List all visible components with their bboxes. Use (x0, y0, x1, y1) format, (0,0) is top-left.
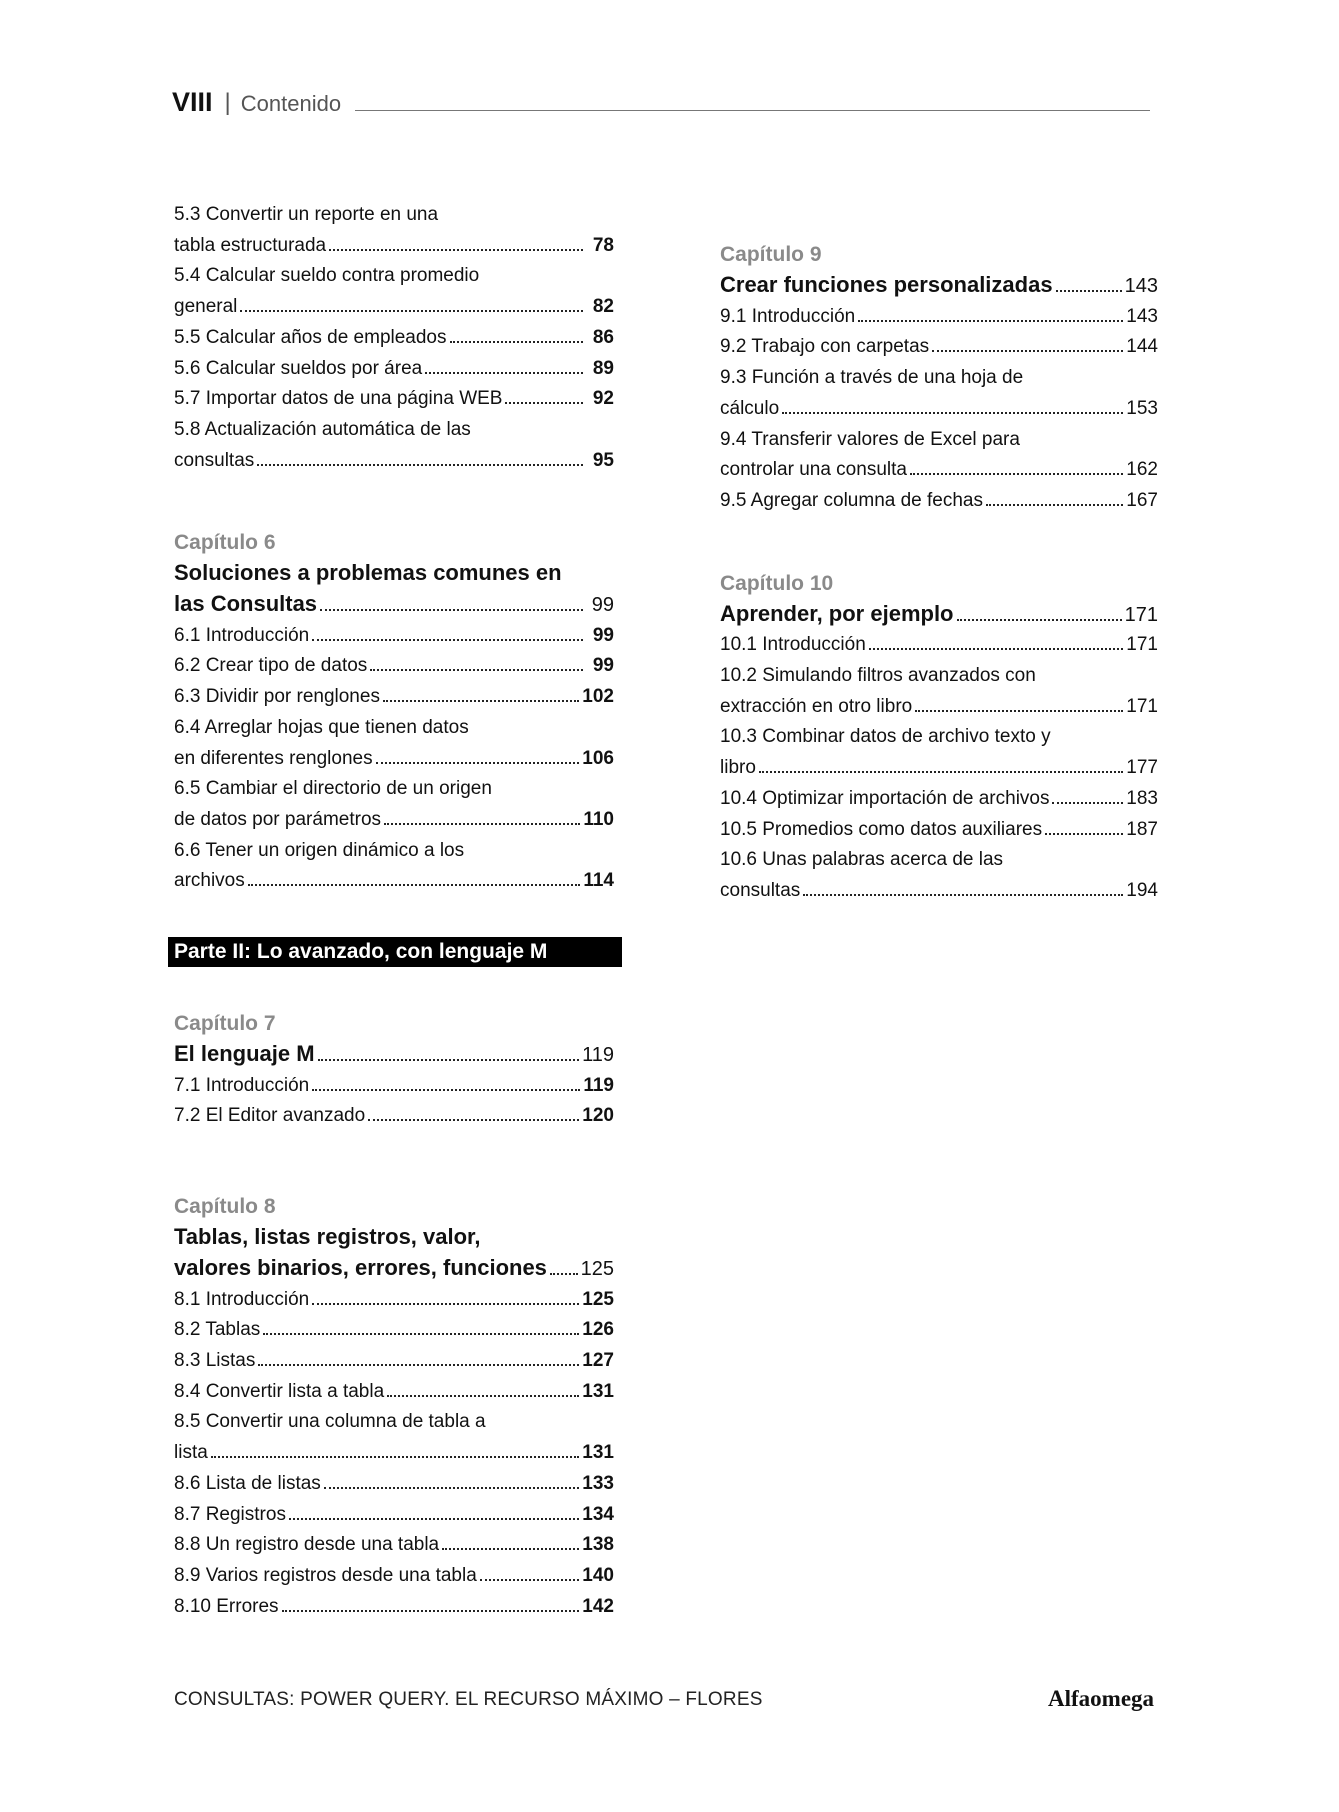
toc-entry-line1: 6.4 Arreglar hojas que tienen datos (174, 716, 469, 738)
chapter-label: Capítulo 10 (720, 571, 834, 595)
toc-entry[interactable]: lista 131 (174, 1442, 614, 1464)
part-banner: Parte II: Lo avanzado, con lenguaje M (168, 937, 622, 967)
chapter-label: Capítulo 7 (174, 1012, 276, 1036)
page-number-roman: VIII (172, 87, 213, 117)
toc-entry-line1: 10.3 Combinar datos de archivo texto y (720, 726, 1051, 748)
toc-entry[interactable]: 8.1 Introducción 125 (174, 1288, 614, 1310)
toc-entry[interactable]: 8.6 Lista de listas 133 (174, 1472, 614, 1494)
chapter-title[interactable]: Crear funciones personalizadas 143 (720, 272, 1158, 297)
toc-entry-line1: 5.3 Convertir un reporte en una (174, 204, 439, 225)
toc-entry[interactable]: general 82 (174, 296, 614, 318)
toc-entry[interactable]: libro 177 (720, 757, 1158, 779)
chapter-title[interactable]: las Consultas 99 (174, 591, 614, 617)
toc-entry[interactable]: cálculo 153 (720, 397, 1158, 419)
chapter-label: Capítulo 8 (174, 1195, 276, 1219)
toc-left-column (174, 200, 614, 1622)
toc-entry[interactable]: 8.10 Errores 142 (174, 1595, 614, 1617)
toc-entry[interactable]: 8.2 Tablas 126 (174, 1319, 614, 1341)
toc-chapter-10 (720, 569, 1158, 907)
toc-chapter-8 (174, 1192, 614, 1622)
toc-entry[interactable]: 8.3 Listas 127 (174, 1349, 614, 1371)
toc-entry-line1: 6.5 Cambiar el directorio de un origen (174, 778, 492, 800)
toc-entry-line1: 8.5 Convertir una columna de tabla a (174, 1411, 486, 1433)
chapter-label: Capítulo 9 (720, 243, 822, 266)
toc-entry[interactable]: 10.4 Optimizar importación de archivos 183 (720, 787, 1158, 809)
toc-entry[interactable]: 6.3 Dividir por renglones 102 (174, 686, 614, 708)
toc-entry[interactable]: consultas 194 (720, 879, 1158, 901)
chapter-title[interactable]: valores binarios, errores, funciones 125 (174, 1254, 614, 1280)
toc-entry[interactable]: controlar una consulta 162 (720, 459, 1158, 481)
header-separator: | (224, 89, 231, 116)
toc-entry[interactable]: tabla estructurada 78 (174, 234, 614, 256)
toc-entry[interactable]: 8.9 Varios registros desde una tabla 140 (174, 1564, 614, 1586)
toc-entry[interactable]: 9.2 Trabajo con carpetas 144 (720, 336, 1158, 358)
toc-entry[interactable]: en diferentes renglones 106 (174, 747, 614, 769)
toc-entry[interactable]: 7.2 El Editor avanzado 120 (174, 1105, 614, 1127)
toc-entry-line1: 10.2 Simulando filtros avanzados con (720, 665, 1036, 687)
footer-book-title: CONSULTAS: POWER QUERY. EL RECURSO MÁXIMO – FLORES (174, 1689, 763, 1710)
toc-chapter-6 (174, 528, 614, 897)
toc-entry[interactable]: 8.7 Registros 134 (174, 1503, 614, 1525)
toc-entry[interactable]: consultas 95 (174, 449, 614, 471)
toc-entry[interactable]: 8.8 Un registro desde una tabla 138 (174, 1534, 614, 1556)
toc-chapter-9 (720, 240, 1158, 517)
chapter-title[interactable]: Aprender, por ejemplo 171 (720, 600, 1158, 626)
footer-publisher-logo: Alfaomega (1048, 1686, 1155, 1711)
chapter-title-line1: Tablas, listas registros, valor, (174, 1224, 481, 1250)
section-title: Contenido (240, 91, 342, 116)
page-header (172, 80, 1150, 116)
toc-entry[interactable]: 9.1 Introducción 143 (720, 305, 1158, 327)
toc-entry-line1: 5.4 Calcular sueldo contra promedio (174, 265, 480, 287)
chapter-title-line1: Soluciones a problemas comunes en (174, 560, 562, 586)
toc-chapter-7 (174, 1009, 614, 1132)
toc-entry[interactable]: 6.2 Crear tipo de datos 99 (174, 655, 614, 677)
toc-entry[interactable]: 10.5 Promedios como datos auxiliares 187 (720, 818, 1158, 840)
header-rule (355, 110, 1150, 111)
toc-entry[interactable]: 9.5 Agregar columna de fechas 167 (720, 489, 1158, 511)
toc-entry[interactable]: 8.4 Convertir lista a tabla 131 (174, 1380, 614, 1402)
toc-entry[interactable]: 5.6 Calcular sueldos por área 89 (174, 357, 614, 379)
toc-entry[interactable]: 7.1 Introducción 119 (174, 1074, 614, 1096)
toc-entry[interactable]: 10.1 Introducción 171 (720, 634, 1158, 656)
toc-entry[interactable]: archivos 114 (174, 870, 614, 892)
toc-entry-line1: 9.3 Función a través de una hoja de (720, 367, 1024, 389)
toc-right-column (720, 240, 1158, 907)
toc-entry-line1: 6.6 Tener un origen dinámico a los (174, 839, 465, 861)
toc-chapter-5-entries (174, 200, 614, 476)
chapter-title[interactable]: El lenguaje M 119 (174, 1041, 614, 1067)
toc-entry[interactable]: 6.1 Introducción 99 (174, 624, 614, 646)
toc-entry-line1: 9.4 Transferir valores de Excel para (720, 428, 1020, 450)
toc-entry[interactable]: 5.5 Calcular años de empleados 86 (174, 326, 614, 348)
toc-entry[interactable]: 5.7 Importar datos de una página WEB 92 (174, 388, 614, 410)
chapter-label: Capítulo 6 (174, 531, 276, 555)
toc-entry-line1: 10.6 Unas palabras acerca de las (720, 849, 1004, 871)
toc-entry[interactable]: extracción en otro libro 171 (720, 695, 1158, 717)
toc-entry-line1: 5.8 Actualización automática de las (174, 418, 471, 440)
toc-entry[interactable]: de datos por parámetros 110 (174, 808, 614, 830)
